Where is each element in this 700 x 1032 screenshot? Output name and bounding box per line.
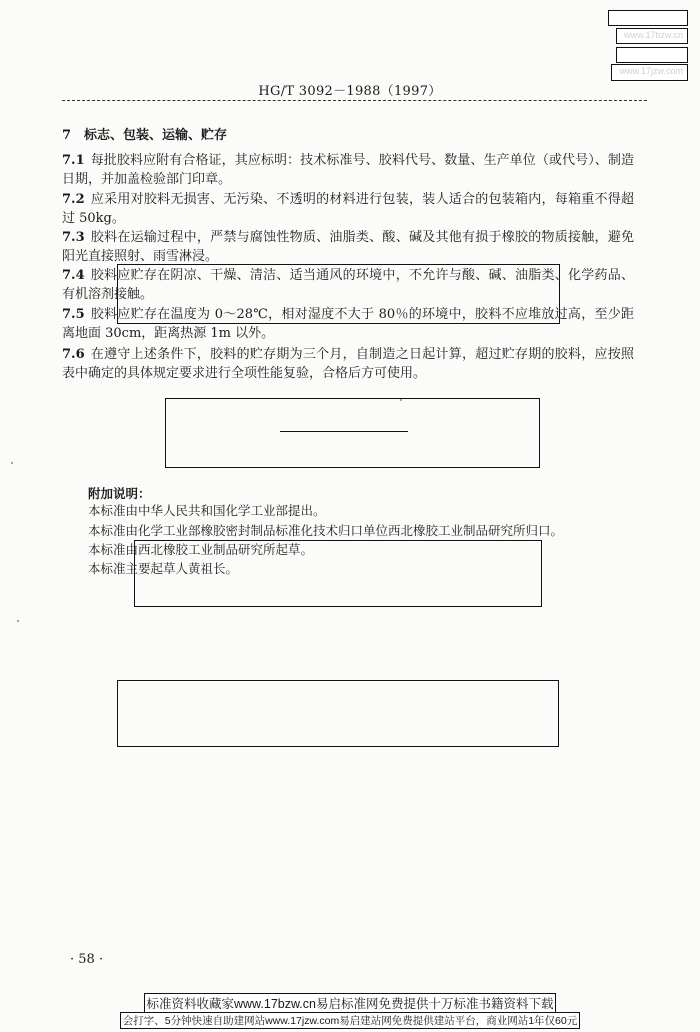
watermark-box-3 — [616, 47, 688, 63]
footer-banner-2[interactable]: 会打字、5分钟快速自助建网站www.17jzw.com易启建站网免费提供建站平台，商业网站1年仅60元 — [120, 1012, 580, 1029]
clause-text: 应采用对胶料无损害、无污染、不透明的材料进行包装，装人适合的包装箱内，每箱重不得超过 50kg。 — [62, 192, 634, 227]
watermark-box-4: www.17jzw.com — [611, 64, 688, 81]
note-line-3: 本标准由西北橡胶工业制品研究所起草。 — [88, 542, 314, 557]
footer-line-2 — [0, 1012, 700, 1029]
note-line-4: 本标准主要起草人黄祖长。 — [88, 561, 239, 576]
clause-text: 胶料在运输过程中，严禁与腐蚀性物质、油脂类、酸、碱及其他有损于橡胶的物质接触，避免阳光直接照射、雨雪淋浸。 — [62, 230, 634, 265]
watermark-box-1 — [608, 10, 688, 26]
overlay-box-3 — [134, 540, 542, 607]
overlay-box-4 — [117, 680, 559, 747]
scan-speck — [400, 399, 402, 401]
clause-number: 7.1 — [62, 153, 85, 168]
scan-speck — [11, 462, 13, 464]
clause-7-2 — [62, 190, 634, 229]
clause-number: 7.3 — [62, 230, 85, 245]
note-line-1: 本标准由中华人民共和国化学工业部提出。 — [88, 503, 326, 518]
clause-7-3 — [62, 228, 634, 267]
clause-7-1 — [62, 151, 634, 190]
section-title: 7 标志、包装、运输、贮存 — [62, 128, 228, 143]
clause-number: 7.5 — [62, 307, 85, 322]
clause-text: 在遵守上述条件下，胶料的贮存期为三个月，自制造之日起计算，超过贮存期的胶料，应按照表中确定的具体规定要求进行全项性能复验，合格后方可使用。 — [62, 347, 634, 382]
note-line-2: 本标准由化学工业部橡胶密封制品标准化技术归口单位西北橡胶工业制品研究所归口。 — [88, 523, 564, 538]
clause-number: 7.6 — [62, 347, 85, 362]
notes-title: 附加说明： — [88, 486, 151, 501]
clause-text: 胶料应贮存在阴凉、干燥、清洁、适当通风的环境中，不允许与酸、碱、油脂类、化学药品、有机溶剂接触。 — [62, 268, 634, 303]
clause-number: 7.2 — [62, 192, 85, 207]
end-of-text-line — [280, 431, 408, 432]
watermark-box-2: www.17bzw.cn — [616, 28, 688, 44]
clause-number: 7.4 — [62, 268, 85, 283]
overlay-box-2 — [165, 398, 540, 468]
footer-banner-1[interactable]: 标准资料收藏家www.17bzw.cn易启标准网免费提供十万标准书籍资料下载 — [144, 993, 557, 1013]
scan-speck — [17, 620, 19, 622]
page-header: HG/T 3092－1988（1997） — [258, 84, 442, 99]
overlay-box-1 — [117, 264, 560, 324]
footer-line-1 — [0, 993, 700, 1013]
clause-text: 胶料应贮存在温度为 0～28℃，相对湿度不大于 80％的环境中，胶料不应堆放过高，至少距离地面 30cm，距离热源 1m 以外。 — [62, 307, 634, 342]
header-rule — [62, 100, 647, 101]
clause-7-6 — [62, 345, 634, 384]
clause-text: 每批胶料应附有合格证，其应标明：技术标准号、胶料代号、数量、生产单位（或代号）、制造日期，并加盖检验部门印章。 — [62, 153, 634, 188]
page-number: · 58 · — [70, 952, 104, 967]
